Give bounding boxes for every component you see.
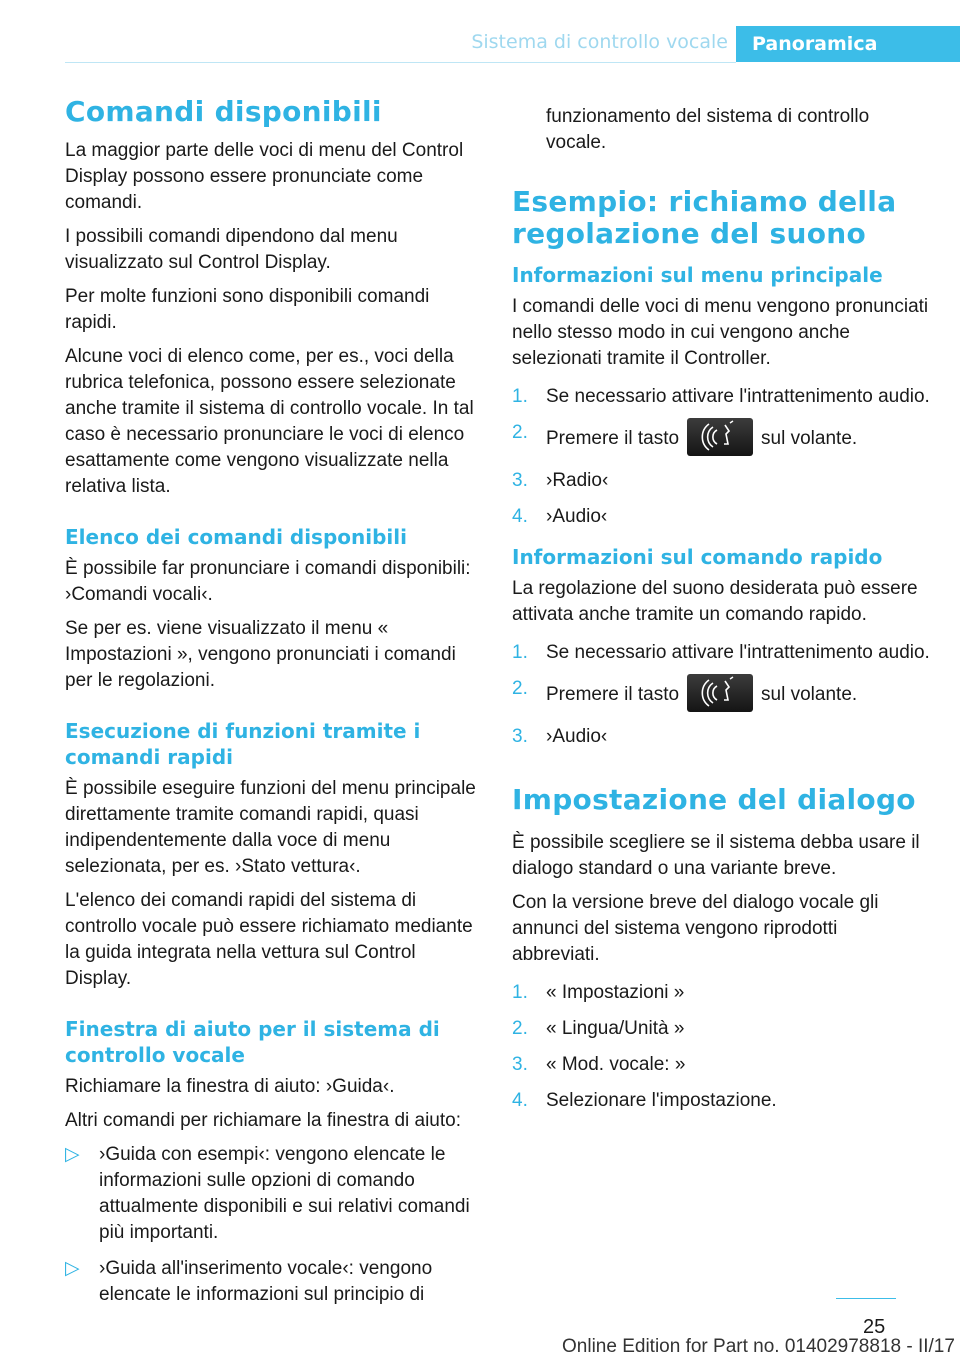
paragraph: I comandi delle voci di menu vengono pronunciati nello stesso modo in cui vengono anche selezionati tramite il Controller. (512, 296, 929, 369)
list-item-text: ›Guida all'inserimento vocale‹: vengono elencate le informazioni sul principio di (99, 1258, 433, 1305)
page-header (0, 26, 960, 62)
step-text-before: Premere il tasto (546, 684, 680, 706)
paragraph: È possibile scegliere se il sistema debba usare il dialogo standard o una variante breve. (512, 832, 920, 879)
step-text: ›Audio‹ (546, 506, 608, 527)
step-number: 1. (512, 386, 528, 407)
list-item (512, 724, 930, 750)
paragraph: Alcune voci di elenco come, per es., voci della rubrica telefonica, possono essere selezionate anche tramite il sistema di controllo vocale. In tal caso è necessario pronunciare le voci di elenco esattamente come vengono visualizzate nella relativa lista. (65, 346, 474, 497)
right-column (512, 96, 930, 1124)
header-section-title: Sistema di controllo vocale (471, 31, 728, 53)
paragraph: La maggior parte delle voci di menu del Control Display possono essere pronunciate come comandi. (65, 140, 464, 213)
paragraph: La regolazione del suono desiderata può essere attivata anche tramite un comando rapido. (512, 578, 918, 625)
header-rule (65, 62, 736, 63)
paragraph: È possibile far pronunciare i comandi disponibili: ›Comandi vocali‹. (65, 558, 471, 605)
step-text: ›Audio‹ (546, 726, 608, 747)
list-item (512, 676, 930, 714)
heading-menu-principale: Informazioni sul menu principale (512, 263, 883, 287)
step-text-after: sul volante. (761, 684, 858, 706)
step-text: Se necessario attivare l'intrattenimento audio. (546, 642, 930, 663)
step-text-before: Premere il tasto (546, 428, 680, 450)
heading-impostazione-dialogo: Impostazione del dialogo (512, 783, 916, 816)
list-item (512, 640, 930, 666)
steps-menu (512, 384, 930, 530)
heading-comandi-disponibili: Comandi disponibili (65, 95, 382, 128)
step-text: « Impostazioni » (546, 982, 685, 1003)
footer-rule (836, 1298, 896, 1299)
list-item (512, 504, 930, 530)
paragraph: Altri comandi per richiamare la finestra di aiuto: (65, 1110, 462, 1131)
list-item-text: ›Guida con esempi‹: vengono elencate le informazioni sulle opzioni di comando attualmente disponibili e sui relativi comandi più importanti. (99, 1144, 470, 1243)
step-number: 1. (512, 642, 528, 663)
step-text (546, 676, 930, 714)
step-text: Se necessario attivare l'intrattenimento audio. (546, 386, 930, 407)
list-item (512, 1052, 930, 1078)
left-column (65, 96, 483, 1318)
list-item (65, 1256, 483, 1308)
step-text-after: sul volante. (761, 428, 858, 450)
step-number: 2. (512, 678, 528, 699)
step-number: 3. (512, 470, 528, 491)
paragraph: L'elenco dei comandi rapidi del sistema di controllo vocale può essere richiamato mediante la guida integrata nella vettura sul Control Display. (65, 890, 473, 989)
list-item (512, 980, 930, 1006)
bullet-marker-icon: ▷ (65, 1258, 80, 1279)
header-tab: Panoramica (736, 26, 960, 62)
list-item (512, 420, 930, 458)
step-number: 3. (512, 726, 528, 747)
step-text: ›Radio‹ (546, 470, 609, 491)
step-number: 2. (512, 1018, 528, 1039)
bullet-list (65, 1142, 483, 1308)
step-number: 2. (512, 422, 528, 443)
paragraph: Con la versione breve del dialogo vocale gli annunci del sistema vengono riprodotti abbreviati. (512, 892, 879, 965)
paragraph: Per molte funzioni sono disponibili comandi rapidi. (65, 286, 430, 333)
steps-dialogo (512, 980, 930, 1114)
heading-esecuzione-funzioni: Esecuzione di funzioni tramite i comandi rapidi (65, 719, 421, 769)
paragraph: I possibili comandi dipendono dal menu visualizzato sul Control Display. (65, 226, 398, 273)
step-number: 3. (512, 1054, 528, 1075)
voice-control-button-icon (687, 418, 753, 456)
step-number: 1. (512, 982, 528, 1003)
heading-esempio: Esempio: richiamo della regolazione del suono (512, 185, 897, 250)
step-text: « Lingua/Unità » (546, 1018, 685, 1039)
heading-finestra-aiuto: Finestra di aiuto per il sistema di controllo vocale (65, 1017, 440, 1067)
paragraph-continued: funzionamento del sistema di controllo vocale. (546, 106, 870, 153)
step-text (546, 420, 930, 458)
step-text: « Mod. vocale: » (546, 1054, 686, 1075)
list-item (512, 384, 930, 410)
list-item (512, 1088, 930, 1114)
voice-control-button-icon (687, 674, 753, 712)
step-number: 4. (512, 506, 528, 527)
paragraph: È possibile eseguire funzioni del menu principale direttamente tramite comandi rapidi, quasi indipendentemente dalla voce di menu selezionata, per es. ›Stato vettura‹. (65, 778, 476, 877)
bullet-marker-icon: ▷ (65, 1144, 80, 1165)
edition-note: Online Edition for Part no. 01402978818 - II/17 (562, 1336, 955, 1357)
steps-rapido (512, 640, 930, 750)
heading-comando-rapido: Informazioni sul comando rapido (512, 545, 883, 569)
step-number: 4. (512, 1090, 528, 1111)
list-item (65, 1142, 483, 1246)
paragraph: Richiamare la finestra di aiuto: ›Guida‹. (65, 1076, 395, 1097)
page-number: 25 (863, 1316, 886, 1338)
list-item (512, 1016, 930, 1042)
step-text: Selezionare l'impostazione. (546, 1090, 777, 1111)
paragraph: Se per es. viene visualizzato il menu « Impostazioni », vengono pronunciati i comandi per le regolazioni. (65, 618, 456, 691)
heading-elenco-comandi: Elenco dei comandi disponibili (65, 525, 407, 549)
list-item (512, 468, 930, 494)
